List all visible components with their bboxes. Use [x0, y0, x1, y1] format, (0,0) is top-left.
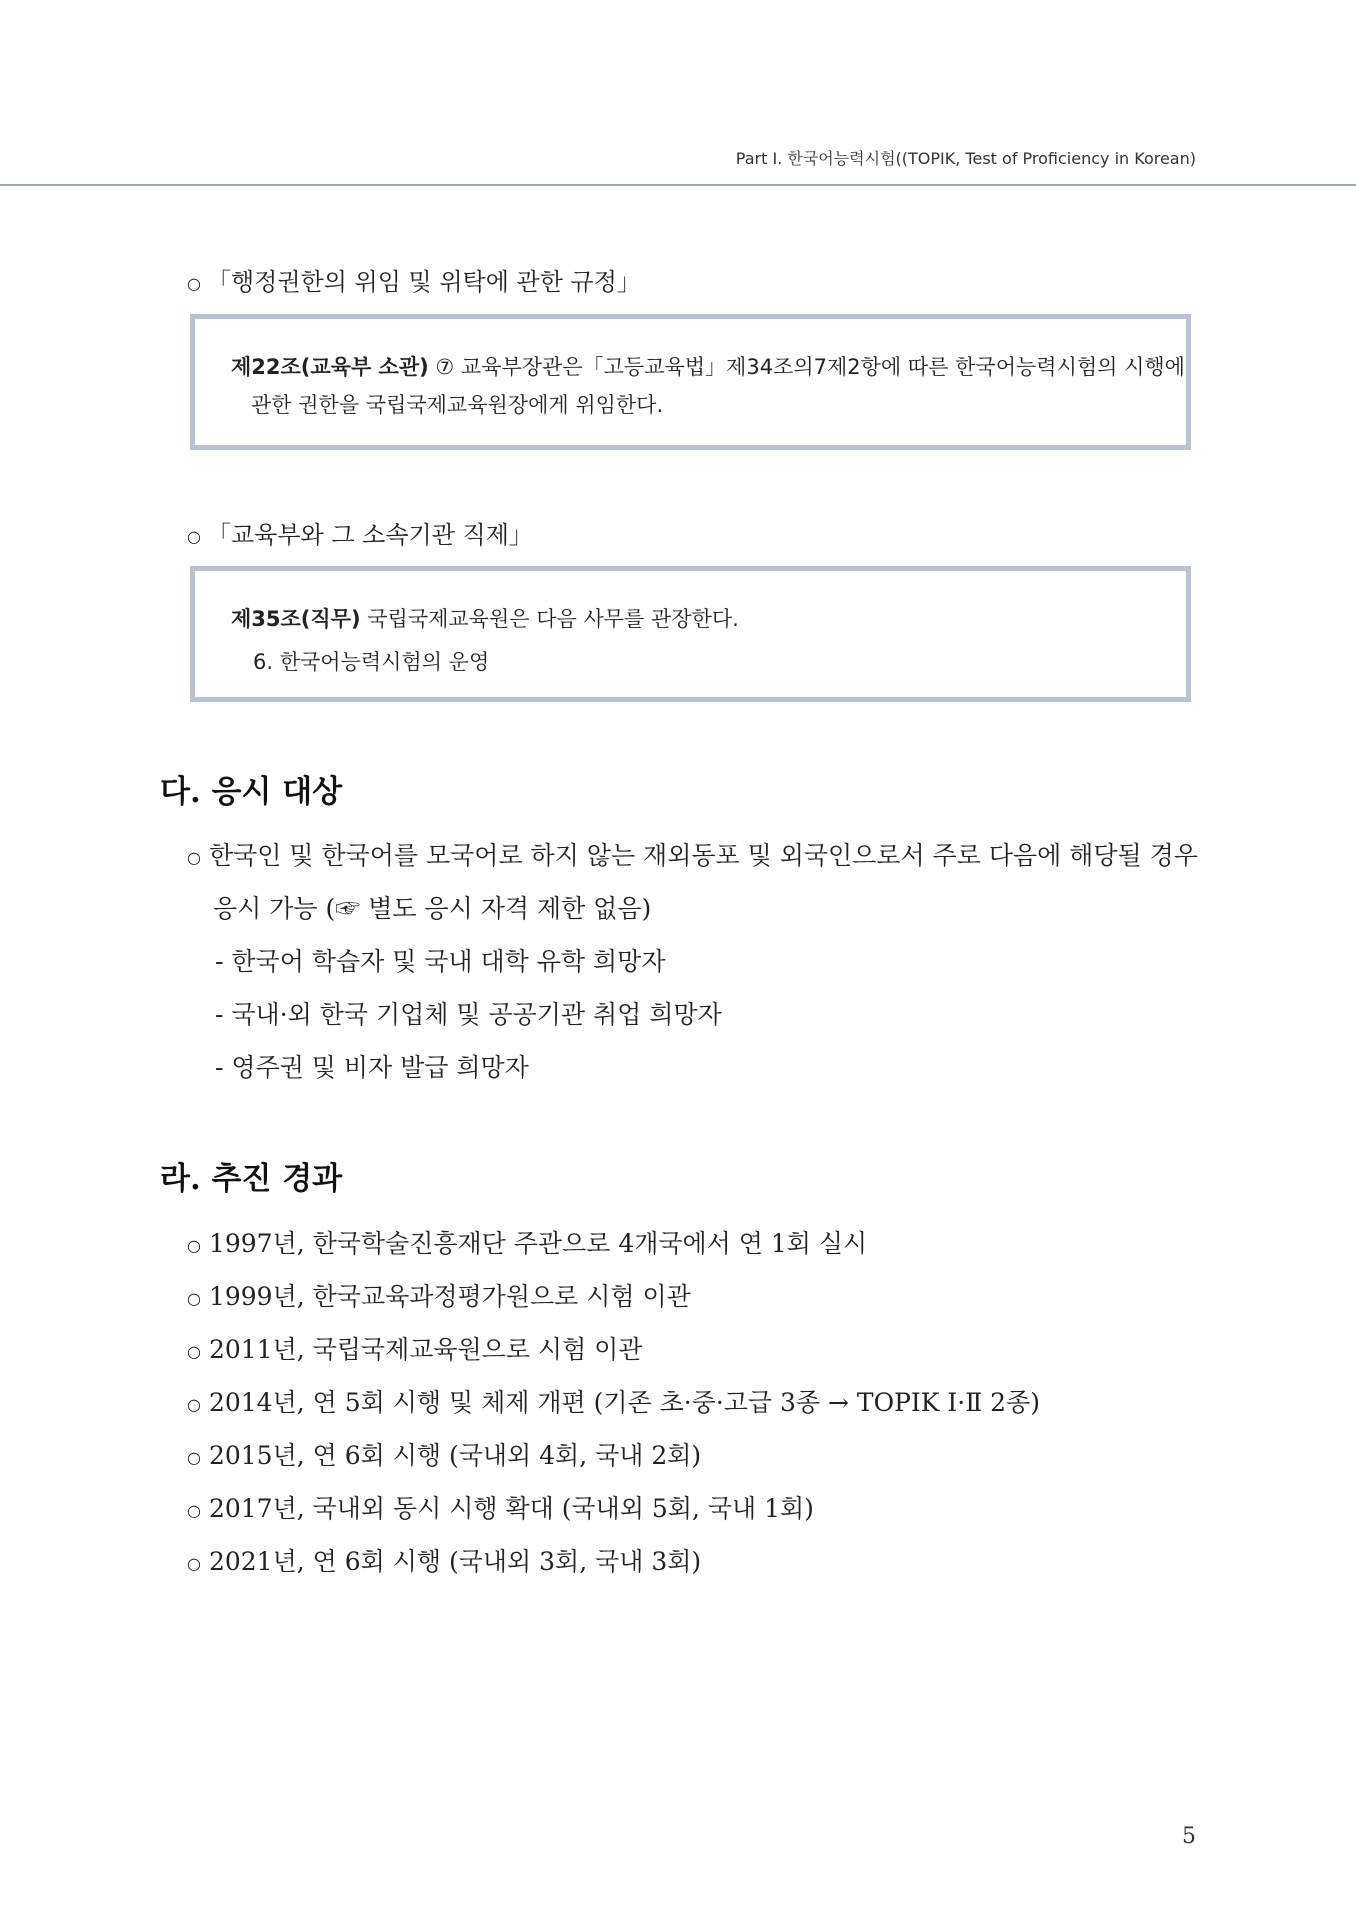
list-item-text: 2021년, 연 6회 시행 (국내외 3회, 국내 3회) — [208, 1547, 702, 1576]
regulation-title-text: 「행정권한의 위임 및 위탁에 관한 규정」 — [206, 268, 641, 296]
list-item — [187, 1542, 701, 1578]
bullet-icon: ○ — [187, 1395, 201, 1414]
bullet-icon: ○ — [187, 273, 201, 293]
regulation-1-line-2: 관한 권한을 국립국제교육원장에게 위임한다. — [251, 393, 664, 417]
article-text: ⑦ 교육부장관은「고등교육법」제34조의7제2항에 따른 한국어능력시험의 시행에 — [428, 355, 1185, 379]
bullet-icon: ○ — [187, 1501, 201, 1520]
regulation-title-2 — [187, 515, 533, 550]
bullet-icon: ○ — [187, 1236, 201, 1255]
list-item-text: 2011년, 국립국제교육원으로 시험 이관 — [208, 1335, 643, 1364]
intro-text: 한국인 및 한국어를 모국어로 하지 않는 재외동포 및 외국인으로서 주로 다음에 해당될 경우 — [208, 841, 1198, 870]
article-label: 제22조(교육부 소관) — [231, 355, 429, 379]
bullet-icon: ○ — [187, 1342, 201, 1361]
regulation-2-line-2: 6. 한국어능력시험의 운영 — [253, 650, 490, 674]
list-item-text: 1999년, 한국교육과정평가원으로 시험 이관 — [208, 1282, 691, 1311]
list-item-text: 2014년, 연 5회 시행 및 체제 개편 (기존 초·중·고급 3종 → TOPIK Ⅰ·Ⅱ 2종) — [208, 1388, 1040, 1417]
regulation-1-line-1 — [231, 351, 1185, 381]
running-header: Part Ⅰ. 한국어능력시험((TOPIK, Test of Proficiency in Korean) — [735, 149, 1196, 168]
list-item — [187, 1330, 642, 1366]
bullet-icon: ○ — [187, 1554, 201, 1573]
bullet-icon: ○ — [187, 1289, 201, 1308]
list-item-text: 2017년, 국내외 동시 시행 확대 (국내외 5회, 국내 1회) — [208, 1494, 814, 1523]
list-item-text: 2015년, 연 6회 시행 (국내외 4회, 국내 2회) — [208, 1441, 702, 1470]
article-text: 국립국제교육원은 다음 사무를 관장한다. — [360, 607, 739, 631]
list-item: - 국내·외 한국 기업체 및 공공기관 취업 희망자 — [215, 1000, 722, 1029]
page-number: 5 — [1182, 1824, 1196, 1849]
section-heading-da: 다. 응시 대상 — [160, 774, 343, 810]
list-item — [187, 1383, 1040, 1419]
list-item-text: 1997년, 한국학술진흥재단 주관으로 4개국에서 연 1회 실시 — [208, 1229, 868, 1258]
regulation-box-1 — [190, 314, 1191, 450]
article-label: 제35조(직무) — [231, 607, 361, 631]
bullet-icon: ○ — [187, 848, 201, 867]
regulation-2-line-1 — [231, 603, 739, 633]
bullet-icon: ○ — [187, 526, 201, 546]
regulation-title-1 — [187, 262, 641, 297]
section-da-intro-line-1 — [187, 836, 1198, 872]
list-item — [187, 1277, 691, 1313]
list-item: - 영주권 및 비자 발급 희망자 — [215, 1053, 529, 1082]
section-heading-ra: 라. 추진 경과 — [160, 1161, 343, 1197]
section-da-intro-line-2: 응시 가능 (☞ 별도 응시 자격 제한 없음) — [213, 894, 652, 923]
list-item — [187, 1489, 814, 1525]
bullet-icon: ○ — [187, 1448, 201, 1467]
header-divider — [0, 184, 1356, 186]
list-item — [187, 1436, 701, 1472]
regulation-box-2 — [190, 566, 1191, 702]
list-item — [187, 1224, 867, 1260]
list-item: - 한국어 학습자 및 국내 대학 유학 희망자 — [215, 947, 666, 976]
regulation-title-text: 「교육부와 그 소속기관 직제」 — [206, 521, 533, 549]
